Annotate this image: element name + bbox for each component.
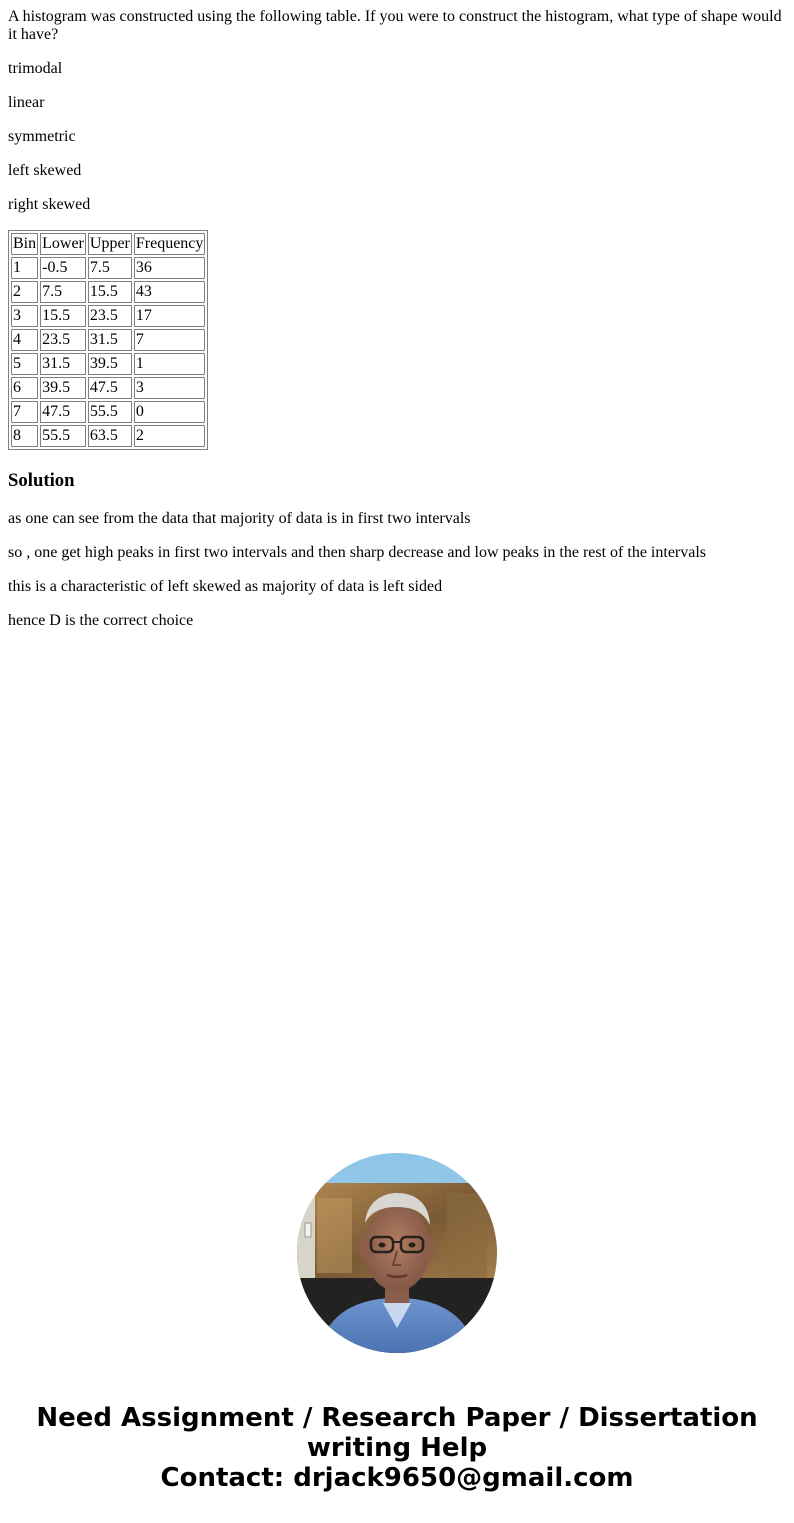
cell-lower: 23.5	[40, 329, 86, 351]
cell-upper: 23.5	[88, 305, 132, 327]
solution-line: this is a characteristic of left skewed as majority of data is left sided	[8, 578, 443, 595]
option-c: symmetric	[8, 128, 76, 145]
option-e: right skewed	[8, 196, 91, 213]
cell-upper: 47.5	[88, 377, 132, 399]
tutor-avatar	[297, 1153, 497, 1353]
table-row	[11, 401, 205, 423]
promo-line: Need Assignment / Research Paper / Dissertation	[36, 1403, 758, 1433]
cell-upper: 31.5	[88, 329, 132, 351]
frequency-table	[8, 230, 208, 450]
cell-bin: 2	[11, 281, 38, 303]
cell-frequency: 3	[134, 377, 206, 399]
option-d: left skewed	[8, 162, 82, 179]
table-row	[11, 257, 205, 279]
table-row	[11, 281, 205, 303]
cell-lower: 15.5	[40, 305, 86, 327]
cell-lower: 7.5	[40, 281, 86, 303]
cell-upper: 39.5	[88, 353, 132, 375]
promo-banner	[0, 1403, 794, 1493]
cell-lower: 47.5	[40, 401, 86, 423]
cell-bin: 8	[11, 425, 38, 447]
cell-bin: 7	[11, 401, 38, 423]
cell-lower: -0.5	[40, 257, 86, 279]
cell-frequency: 7	[134, 329, 206, 351]
cell-frequency: 36	[134, 257, 206, 279]
tutor-photo-illustration	[297, 1153, 497, 1353]
solution-heading: Solution	[8, 470, 75, 491]
cell-bin: 6	[11, 377, 38, 399]
table-row	[11, 377, 205, 399]
cell-lower: 55.5	[40, 425, 86, 447]
table-row	[11, 305, 205, 327]
solution-line: so , one get high peaks in first two intervals and then sharp decrease and low peaks in the rest of the intervals	[8, 544, 707, 561]
cell-bin: 3	[11, 305, 38, 327]
header-frequency: Frequency	[134, 233, 206, 255]
cell-bin: 4	[11, 329, 38, 351]
header-upper: Upper	[88, 233, 132, 255]
promo-line: writing Help	[306, 1433, 488, 1463]
cell-frequency: 1	[134, 353, 206, 375]
option-b: linear	[8, 94, 45, 111]
cell-frequency: 2	[134, 425, 206, 447]
cell-frequency: 0	[134, 401, 206, 423]
cell-lower: 31.5	[40, 353, 86, 375]
solution-line: as one can see from the data that majority of data is in first two intervals	[8, 510, 471, 527]
header-bin: Bin	[11, 233, 38, 255]
cell-upper: 15.5	[88, 281, 132, 303]
cell-frequency: 17	[134, 305, 206, 327]
table-row	[11, 353, 205, 375]
table-header-row	[11, 233, 205, 255]
table-row	[11, 425, 205, 447]
document-content	[8, 0, 786, 630]
cell-lower: 39.5	[40, 377, 86, 399]
cell-bin: 1	[11, 257, 38, 279]
option-a: trimodal	[8, 60, 63, 77]
promo-contact: Contact: drjack9650@gmail.com	[160, 1463, 634, 1493]
cell-frequency: 43	[134, 281, 206, 303]
cell-upper: 55.5	[88, 401, 132, 423]
cell-upper: 7.5	[88, 257, 132, 279]
question-text: A histogram was constructed using the following table. If you were to construct the histogram, what type of shape would it have?	[8, 8, 782, 43]
table-row	[11, 329, 205, 351]
header-lower: Lower	[40, 233, 86, 255]
cell-bin: 5	[11, 353, 38, 375]
cell-upper: 63.5	[88, 425, 132, 447]
solution-line: hence D is the correct choice	[8, 612, 194, 629]
